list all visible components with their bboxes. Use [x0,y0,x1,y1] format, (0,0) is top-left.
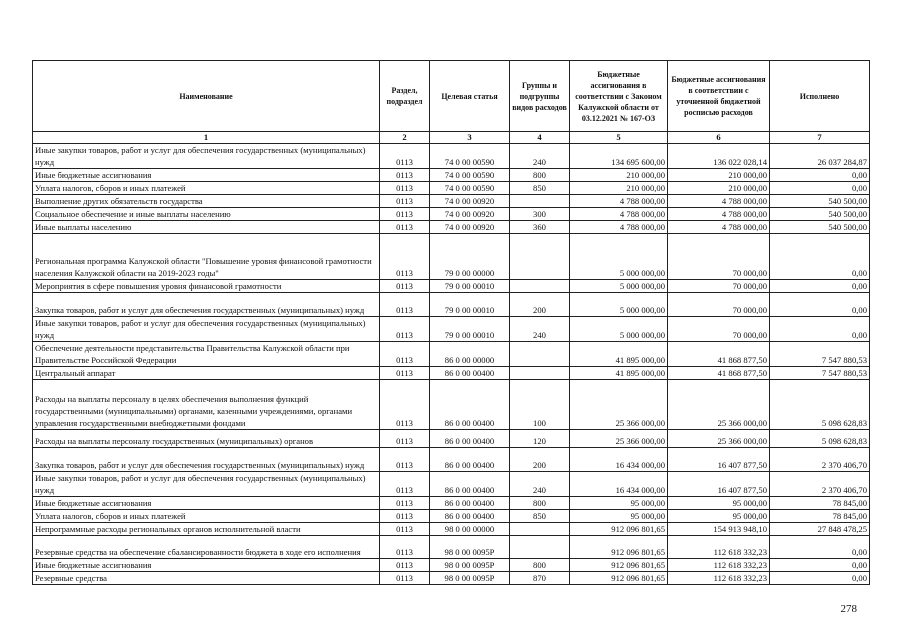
row-target-article: 98 0 00 0095P [430,536,510,559]
row-section: 0113 [380,448,430,472]
row-section: 0113 [380,430,430,448]
row-name: Уплата налогов, сборов и иных платежей [33,182,380,195]
row-executed: 0,00 [770,234,870,280]
column-number: 5 [570,132,668,144]
column-number-row [33,132,870,144]
row-expense-group [510,523,570,536]
row-target-article: 86 0 00 00000 [430,342,510,367]
row-name: Расходы на выплаты персоналу государственных (муниципальных) органов [33,430,380,448]
row-name: Иные бюджетные ассигнования [33,559,380,572]
row-law-allocation: 95 000,00 [570,497,668,510]
row-executed: 0,00 [770,317,870,342]
row-revised-allocation: 112 618 332,23 [668,572,770,585]
row-name: Иные бюджетные ассигнования [33,497,380,510]
row-target-article: 74 0 00 00920 [430,195,510,208]
row-law-allocation: 5 000 000,00 [570,293,668,317]
row-name: Иные закупки товаров, работ и услуг для обеспечения государственных (муниципальных) нужд [33,144,380,169]
row-law-allocation: 4 788 000,00 [570,195,668,208]
row-law-allocation: 912 096 801,65 [570,536,668,559]
table-row [33,559,870,572]
row-executed: 5 098 628,83 [770,430,870,448]
table-row [33,367,870,380]
row-target-article: 74 0 00 00920 [430,221,510,234]
row-revised-allocation: 112 618 332,23 [668,536,770,559]
header-expense-groups: Группы и подгруппы видов расходов [510,61,570,132]
column-number: 3 [430,132,510,144]
column-number: 2 [380,132,430,144]
row-section: 0113 [380,195,430,208]
row-section: 0113 [380,169,430,182]
row-target-article: 79 0 00 00010 [430,293,510,317]
row-expense-group: 850 [510,182,570,195]
row-executed: 0,00 [770,536,870,559]
table-row [33,472,870,497]
row-target-article: 86 0 00 00400 [430,430,510,448]
table-row [33,169,870,182]
row-target-article: 74 0 00 00590 [430,144,510,169]
row-revised-allocation: 41 868 877,50 [668,342,770,367]
row-expense-group: 870 [510,572,570,585]
row-expense-group: 120 [510,430,570,448]
row-revised-allocation: 95 000,00 [668,510,770,523]
row-executed: 540 500,00 [770,221,870,234]
column-number: 7 [770,132,870,144]
row-revised-allocation: 16 407 877,50 [668,472,770,497]
column-number: 1 [33,132,380,144]
header-name: Наименование [33,61,380,132]
row-name: Иные бюджетные ассигнования [33,169,380,182]
row-name: Региональная программа Калужской области "Повышение уровня финансовой грамотности населения Калужской области на 2019-2023 годы" [33,234,380,280]
column-number: 6 [668,132,770,144]
row-section: 0113 [380,497,430,510]
table-row [33,523,870,536]
row-expense-group: 200 [510,448,570,472]
row-section: 0113 [380,144,430,169]
row-executed: 7 547 880,53 [770,342,870,367]
row-expense-group: 360 [510,221,570,234]
column-number: 4 [510,132,570,144]
row-revised-allocation: 210 000,00 [668,182,770,195]
row-target-article: 74 0 00 00590 [430,169,510,182]
row-target-article: 86 0 00 00400 [430,497,510,510]
table-row [33,572,870,585]
row-expense-group: 100 [510,380,570,430]
row-section: 0113 [380,367,430,380]
row-executed: 2 370 406,70 [770,448,870,472]
row-revised-allocation: 70 000,00 [668,280,770,293]
table-header-row [33,61,870,132]
row-law-allocation: 41 895 000,00 [570,342,668,367]
row-name: Выполнение других обязательств государства [33,195,380,208]
row-expense-group: 850 [510,510,570,523]
row-name: Иные выплаты населению [33,221,380,234]
row-revised-allocation: 4 788 000,00 [668,208,770,221]
header-executed: Исполнено [770,61,870,132]
row-expense-group [510,367,570,380]
row-name: Уплата налогов, сборов и иных платежей [33,510,380,523]
row-executed: 27 848 478,25 [770,523,870,536]
row-name: Резервные средства на обеспечение сбалансированности бюджета в ходе его исполнения [33,536,380,559]
row-name: Закупка товаров, работ и услуг для обеспечения государственных (муниципальных) нужд [33,448,380,472]
page-number: 278 [840,603,857,615]
row-section: 0113 [380,280,430,293]
row-target-article: 74 0 00 00920 [430,208,510,221]
row-section: 0113 [380,572,430,585]
row-executed: 0,00 [770,169,870,182]
row-target-article: 98 0 00 0095P [430,559,510,572]
row-revised-allocation: 41 868 877,50 [668,367,770,380]
table-row [33,380,870,430]
row-name: Мероприятия в сфере повышения уровня финансовой грамотности [33,280,380,293]
table-row [33,510,870,523]
table-row [33,448,870,472]
row-name: Социальное обеспечение и иные выплаты населению [33,208,380,221]
table-row [33,221,870,234]
row-target-article: 86 0 00 00400 [430,367,510,380]
row-law-allocation: 210 000,00 [570,182,668,195]
row-law-allocation: 5 000 000,00 [570,317,668,342]
row-law-allocation: 912 096 801,65 [570,559,668,572]
row-section: 0113 [380,536,430,559]
row-expense-group: 200 [510,293,570,317]
row-executed: 540 500,00 [770,208,870,221]
row-revised-allocation: 25 366 000,00 [668,430,770,448]
row-section: 0113 [380,559,430,572]
row-executed: 26 037 284,87 [770,144,870,169]
row-target-article: 86 0 00 00400 [430,510,510,523]
budget-table [32,60,870,585]
row-executed: 0,00 [770,280,870,293]
row-executed: 7 547 880,53 [770,367,870,380]
row-revised-allocation: 136 022 028,14 [668,144,770,169]
row-section: 0113 [380,182,430,195]
row-name: Иные закупки товаров, работ и услуг для обеспечения государственных (муниципальных) нужд [33,317,380,342]
table-body [33,144,870,585]
row-revised-allocation: 210 000,00 [668,169,770,182]
table-row [33,234,870,280]
row-section: 0113 [380,342,430,367]
row-name: Расходы на выплаты персоналу в целях обеспечения выполнения функций государственными (муниципальными) органами, казенными учреждениями, органами управления государственными внебюджетными фондами [33,380,380,430]
row-law-allocation: 210 000,00 [570,169,668,182]
row-target-article: 86 0 00 00400 [430,472,510,497]
row-executed: 78 845,00 [770,497,870,510]
row-law-allocation: 5 000 000,00 [570,280,668,293]
table-row [33,342,870,367]
table-row [33,208,870,221]
row-executed: 0,00 [770,293,870,317]
row-law-allocation: 5 000 000,00 [570,234,668,280]
table-row [33,536,870,559]
row-executed: 0,00 [770,559,870,572]
table-row [33,195,870,208]
row-target-article: 79 0 00 00010 [430,280,510,293]
row-section: 0113 [380,472,430,497]
header-section: Раздел, подраздел [380,61,430,132]
row-section: 0113 [380,380,430,430]
row-law-allocation: 912 096 801,65 [570,572,668,585]
row-revised-allocation: 25 366 000,00 [668,380,770,430]
row-law-allocation: 25 366 000,00 [570,380,668,430]
row-law-allocation: 4 788 000,00 [570,208,668,221]
row-section: 0113 [380,523,430,536]
row-expense-group [510,536,570,559]
row-expense-group: 240 [510,144,570,169]
row-executed: 5 098 628,83 [770,380,870,430]
table-row [33,280,870,293]
row-revised-allocation: 16 407 877,50 [668,448,770,472]
row-revised-allocation: 70 000,00 [668,317,770,342]
row-target-article: 79 0 00 00010 [430,317,510,342]
row-revised-allocation: 70 000,00 [668,234,770,280]
row-executed: 540 500,00 [770,195,870,208]
table-row [33,430,870,448]
row-target-article: 79 0 00 00000 [430,234,510,280]
row-law-allocation: 134 695 600,00 [570,144,668,169]
row-law-allocation: 912 096 801,65 [570,523,668,536]
row-law-allocation: 41 895 000,00 [570,367,668,380]
row-name: Иные закупки товаров, работ и услуг для обеспечения государственных (муниципальных) нужд [33,472,380,497]
table-row [33,144,870,169]
row-expense-group [510,234,570,280]
row-law-allocation: 16 434 000,00 [570,448,668,472]
row-law-allocation: 4 788 000,00 [570,221,668,234]
row-executed: 0,00 [770,182,870,195]
row-section: 0113 [380,510,430,523]
row-expense-group [510,195,570,208]
row-section: 0113 [380,234,430,280]
header-law-allocations: Бюджетные ассигнования в соответствии с Законом Калужской области от 03.12.2021 № 167-ОЗ [570,61,668,132]
table-row [33,293,870,317]
header-target-article: Целевая статья [430,61,510,132]
row-expense-group: 300 [510,208,570,221]
row-name: Обеспечение деятельности представительства Правительства Калужской области при Правительстве Российской Федерации [33,342,380,367]
row-revised-allocation: 4 788 000,00 [668,221,770,234]
header-revised-allocations: Бюджетные ассигнования в соответствии с уточненной бюджетной росписью расходов [668,61,770,132]
table-row [33,182,870,195]
row-revised-allocation: 154 913 948,10 [668,523,770,536]
row-section: 0113 [380,317,430,342]
row-executed: 78 845,00 [770,510,870,523]
row-law-allocation: 95 000,00 [570,510,668,523]
row-revised-allocation: 4 788 000,00 [668,195,770,208]
row-section: 0113 [380,208,430,221]
row-expense-group: 800 [510,497,570,510]
row-law-allocation: 16 434 000,00 [570,472,668,497]
row-executed: 2 370 406,70 [770,472,870,497]
row-revised-allocation: 95 000,00 [668,497,770,510]
row-target-article: 74 0 00 00590 [430,182,510,195]
row-target-article: 86 0 00 00400 [430,380,510,430]
table-row [33,497,870,510]
row-expense-group [510,280,570,293]
row-section: 0113 [380,221,430,234]
row-law-allocation: 25 366 000,00 [570,430,668,448]
row-name: Закупка товаров, работ и услуг для обеспечения государственных (муниципальных) нужд [33,293,380,317]
table-row [33,317,870,342]
row-expense-group: 800 [510,559,570,572]
row-name: Резервные средства [33,572,380,585]
row-name: Непрограммные расходы региональных органов исполнительной власти [33,523,380,536]
row-executed: 0,00 [770,572,870,585]
row-target-article: 98 0 00 00000 [430,523,510,536]
row-expense-group: 800 [510,169,570,182]
row-expense-group [510,342,570,367]
row-expense-group: 240 [510,472,570,497]
row-name: Центральный аппарат [33,367,380,380]
row-section: 0113 [380,293,430,317]
row-expense-group: 240 [510,317,570,342]
row-target-article: 86 0 00 00400 [430,448,510,472]
row-revised-allocation: 112 618 332,23 [668,559,770,572]
row-revised-allocation: 70 000,00 [668,293,770,317]
row-target-article: 98 0 00 0095P [430,572,510,585]
